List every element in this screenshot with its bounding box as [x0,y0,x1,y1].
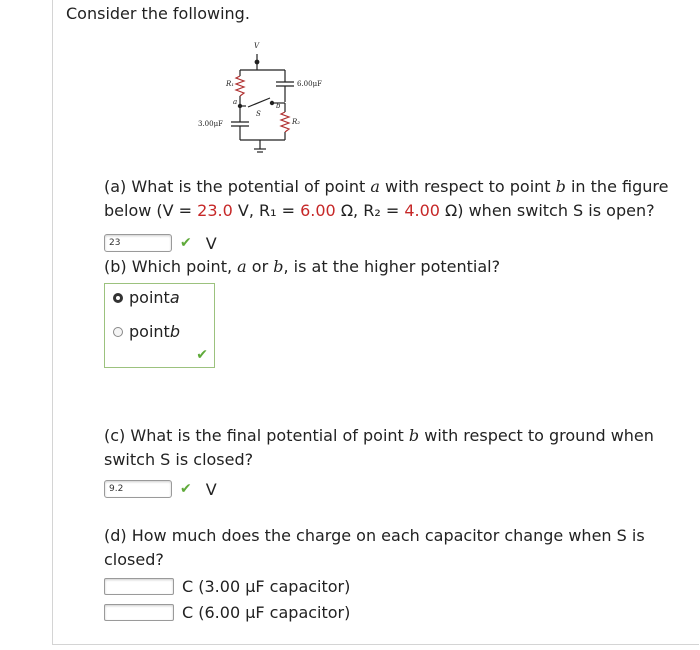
part-a-line2: below (V = 23.0 V, R₁ = 6.00 Ω, R₂ = 4.00 Ω) when switch S is open? [104,201,655,220]
c1-label: 3.00μF [198,120,223,128]
part-c-answer-row [104,479,217,499]
part-a-answer-row [104,233,217,253]
v-label: V [254,42,260,50]
capacitor-3uf-charge-input[interactable] [104,578,174,595]
part-d-row-3uf: C (3.00 μF capacitor) [104,576,350,596]
part-c-answer-input[interactable]: 9.2 [104,480,172,498]
b-label: b [276,102,281,110]
radio-unselected-icon[interactable] [113,327,123,337]
capacitor-6uf-charge-input[interactable] [104,604,174,621]
resistor-r1 [236,76,244,96]
r2-label: R₂ [292,118,301,126]
v-value: 23.0 [197,201,233,220]
a-label: a [233,98,238,106]
part-d-row-6uf: C (6.00 μF capacitor) [104,602,350,622]
r2-value: 4.00 [404,201,440,220]
part-a-answer-input[interactable]: 23 [104,234,172,252]
radio-selected-icon[interactable] [113,293,123,303]
s-label: S [256,110,261,118]
option-point-b[interactable]: point b [113,322,180,341]
circuit-figure [190,36,330,166]
option-point-a[interactable]: point a [113,288,180,307]
part-b-question: (b) Which point, a or b, is at the higher potential? [104,257,501,276]
check-icon: ✔ [180,235,192,251]
r1-label: R₁ [226,80,235,88]
check-icon: ✔ [196,347,208,363]
c2-label: 6.00μF [297,80,322,88]
part-b-choices [104,283,215,368]
resistor-r2 [281,112,289,132]
part-c-unit: V [205,479,217,499]
part-a-line1: (a) What is the potential of point a with respect to point b in the figure [104,177,669,196]
part-d-question: (d) How much does the charge on each capacitor change when S is closed? [104,526,645,569]
part-a-unit: V [205,233,217,253]
part-a-question [104,175,668,223]
part-c-question: (c) What is the final potential of point b with respect to ground when switch S is closed? [104,426,654,469]
intro-text: Consider the following. [66,4,250,23]
check-icon: ✔ [180,481,192,497]
r1-value: 6.00 [300,201,336,220]
